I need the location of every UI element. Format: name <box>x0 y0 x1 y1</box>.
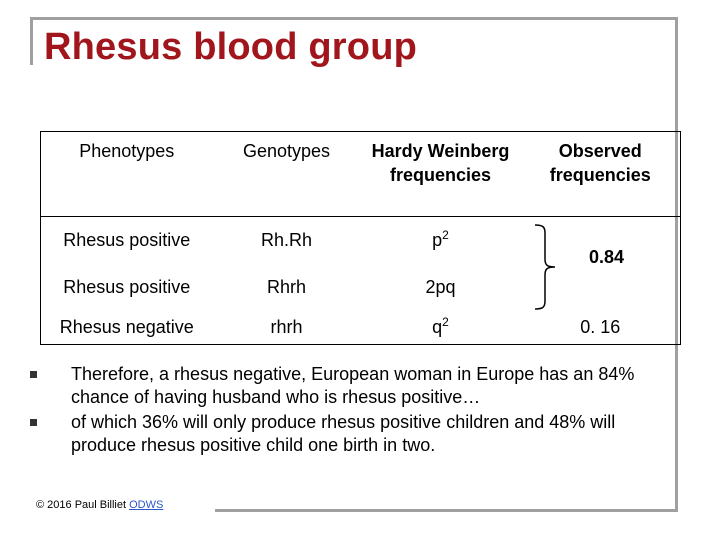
bullet-text: Therefore, a rhesus negative, European woman in Europe has an 84% chance of having husband who is rhesus positive… <box>71 364 635 407</box>
footer <box>36 499 163 511</box>
hw-frequency-cell <box>361 264 521 311</box>
square-bullet-icon <box>30 371 37 378</box>
square-bullet-icon <box>30 419 37 426</box>
genotype-cell: Rhrh <box>266 276 306 297</box>
slide-title: Rhesus blood group <box>44 26 418 68</box>
table-header-row <box>41 132 681 217</box>
header-phenotypes: Phenotypes <box>41 132 213 217</box>
table-row <box>41 217 681 264</box>
bullet-item <box>30 363 680 409</box>
phenotype-cell: Rhesus negative <box>41 311 213 345</box>
hw-frequency-exponent: 2 <box>442 227 449 242</box>
bullet-text: of which 36% will only produce rhesus positive children and 48% will produce rhesus positive child one birth in two. <box>71 412 616 455</box>
header-hardy-weinberg: Hardy Weinberg frequencies <box>361 132 521 217</box>
right-brace-icon <box>533 223 559 311</box>
hw-frequency-base: q <box>432 316 443 337</box>
header-genotypes: Genotypes <box>213 132 361 217</box>
footer-copyright: © 2016 Paul Billiet <box>36 499 130 511</box>
observed-positive-value: 0.84 <box>588 247 624 267</box>
table-row <box>41 311 681 345</box>
footer-link-odws[interactable]: ODWS <box>129 499 164 511</box>
observed-positive-cell <box>521 217 681 311</box>
phenotype-cell: Rhesus positive <box>41 217 213 264</box>
hw-frequency-base: 2pq <box>425 276 456 297</box>
hw-frequency-exponent: 2 <box>442 314 449 329</box>
rhesus-table <box>40 131 681 345</box>
hw-frequency-base: p <box>432 229 443 250</box>
observed-negative-cell: 0. 16 <box>521 311 681 345</box>
bullet-item <box>30 411 680 457</box>
bullet-list <box>30 363 680 459</box>
phenotype-cell: Rhesus positive <box>41 264 213 311</box>
frame-top-line <box>30 17 678 20</box>
genotype-cell: Rh.Rh <box>260 229 313 250</box>
header-observed: Observed frequencies <box>521 132 681 217</box>
hw-frequency-cell <box>361 217 521 264</box>
frame-bottom-line <box>215 509 678 512</box>
hw-frequency-cell <box>361 311 521 345</box>
frame-left-line <box>30 17 33 65</box>
genotype-cell: rhrh <box>213 311 361 345</box>
